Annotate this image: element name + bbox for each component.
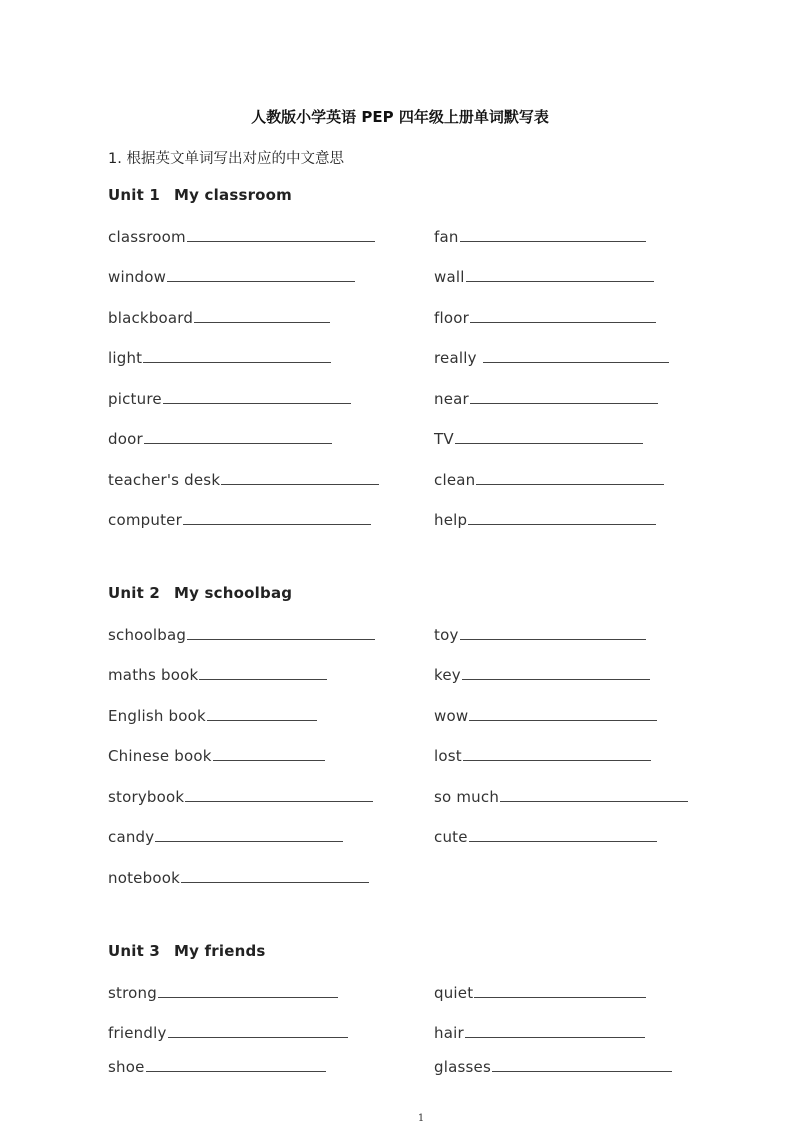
word-picture: picture — [108, 390, 162, 408]
answer-line[interactable] — [168, 1036, 348, 1038]
unit-1-label: Unit 1 — [108, 186, 161, 204]
word-teachers-desk: teacher's desk — [108, 471, 221, 489]
answer-line[interactable] — [187, 638, 375, 640]
vocab-item — [108, 390, 351, 408]
answer-line[interactable] — [455, 442, 643, 444]
unit-3-label: Unit 3 — [108, 942, 161, 960]
answer-line[interactable] — [483, 361, 669, 363]
word-so-much: so much — [434, 788, 500, 806]
vocab-item — [108, 309, 330, 327]
vocab-item — [434, 349, 669, 367]
word-help: help — [434, 511, 468, 529]
word-wall: wall — [434, 268, 465, 286]
word-tv: TV — [434, 430, 454, 448]
word-chinese-book: Chinese book — [108, 747, 212, 765]
vocab-item — [108, 471, 379, 489]
answer-line[interactable] — [158, 996, 338, 998]
word-computer: computer — [108, 511, 182, 529]
vocab-item — [108, 1058, 326, 1076]
vocab-item — [434, 228, 646, 246]
vocab-item — [434, 309, 656, 327]
vocab-item — [434, 268, 654, 286]
vocab-item — [434, 707, 657, 725]
answer-line[interactable] — [144, 442, 332, 444]
answer-line[interactable] — [185, 800, 373, 802]
vocab-item — [434, 511, 656, 529]
word-blackboard: blackboard — [108, 309, 194, 327]
answer-line[interactable] — [146, 1070, 326, 1072]
answer-line[interactable] — [460, 240, 646, 242]
word-english-book: English book — [108, 707, 206, 725]
page-number: 1 — [417, 1113, 425, 1124]
answer-line[interactable] — [194, 321, 330, 323]
answer-line[interactable] — [500, 800, 688, 802]
answer-line[interactable] — [469, 840, 657, 842]
word-window: window — [108, 268, 167, 286]
vocab-item — [434, 747, 651, 765]
word-lost: lost — [434, 747, 462, 765]
word-door: door — [108, 430, 143, 448]
vocab-item — [434, 666, 650, 684]
answer-line[interactable] — [470, 321, 656, 323]
answer-line[interactable] — [187, 240, 375, 242]
vocab-item — [108, 349, 331, 367]
word-glasses: glasses — [434, 1058, 491, 1076]
word-storybook: storybook — [108, 788, 185, 806]
answer-line[interactable] — [470, 402, 658, 404]
word-candy: candy — [108, 828, 155, 846]
vocab-item — [108, 626, 375, 644]
vocab-item — [434, 390, 658, 408]
vocab-item — [434, 626, 646, 644]
word-really: really — [434, 349, 477, 367]
word-floor: floor — [434, 309, 469, 327]
answer-line[interactable] — [460, 638, 646, 640]
word-maths-book: maths book — [108, 666, 199, 684]
answer-line[interactable] — [463, 759, 651, 761]
answer-line[interactable] — [155, 840, 343, 842]
unit-2-label: Unit 2 — [108, 584, 161, 602]
vocab-item — [434, 430, 643, 448]
unit-3-name: My friends — [174, 942, 266, 960]
vocab-item — [434, 1024, 645, 1042]
word-cute: cute — [434, 828, 468, 846]
vocab-item — [434, 471, 664, 489]
word-light: light — [108, 349, 143, 367]
word-shoe: shoe — [108, 1058, 145, 1076]
vocab-item — [108, 984, 338, 1002]
unit-2-heading — [108, 584, 292, 602]
word-friendly: friendly — [108, 1024, 167, 1042]
word-classroom: classroom — [108, 228, 186, 246]
answer-line[interactable] — [462, 678, 650, 680]
word-wow: wow — [434, 707, 469, 725]
vocab-item — [108, 430, 332, 448]
vocab-item — [434, 828, 657, 846]
answer-line[interactable] — [468, 523, 656, 525]
answer-line[interactable] — [476, 483, 664, 485]
vocab-item — [108, 268, 355, 286]
word-toy: toy — [434, 626, 459, 644]
unit-1-name: My classroom — [174, 186, 293, 204]
answer-line[interactable] — [465, 1036, 645, 1038]
word-quiet: quiet — [434, 984, 474, 1002]
answer-line[interactable] — [221, 483, 379, 485]
vocab-item — [108, 869, 369, 887]
answer-line[interactable] — [181, 881, 369, 883]
vocab-item — [434, 1058, 672, 1076]
vocab-item — [108, 788, 373, 806]
word-schoolbag: schoolbag — [108, 626, 187, 644]
word-near: near — [434, 390, 469, 408]
page-title: 人教版小学英语 PEP 四年级上册单词默写表 — [251, 108, 549, 126]
vocab-item — [108, 747, 325, 765]
vocab-item — [108, 228, 375, 246]
word-clean: clean — [434, 471, 476, 489]
vocab-item — [108, 828, 343, 846]
vocab-item — [434, 788, 688, 806]
answer-line[interactable] — [167, 280, 355, 282]
answer-line[interactable] — [213, 759, 325, 761]
answer-line[interactable] — [183, 523, 371, 525]
vocab-item — [108, 511, 371, 529]
word-notebook: notebook — [108, 869, 180, 887]
word-strong: strong — [108, 984, 157, 1002]
word-fan: fan — [434, 228, 459, 246]
answer-line[interactable] — [466, 280, 654, 282]
answer-line[interactable] — [163, 402, 351, 404]
answer-line[interactable] — [207, 719, 317, 721]
word-hair: hair — [434, 1024, 464, 1042]
vocab-item — [108, 707, 317, 725]
instruction: 1. 根据英文单词写出对应的中文意思 — [108, 151, 344, 167]
answer-line[interactable] — [492, 1070, 672, 1072]
unit-2-name: My schoolbag — [174, 584, 293, 602]
vocab-item — [108, 666, 327, 684]
answer-line[interactable] — [199, 678, 327, 680]
answer-line[interactable] — [469, 719, 657, 721]
unit-1-heading — [108, 186, 292, 204]
unit-3-heading — [108, 942, 266, 960]
word-key: key — [434, 666, 461, 684]
answer-line[interactable] — [474, 996, 646, 998]
vocab-item — [434, 984, 646, 1002]
answer-line[interactable] — [143, 361, 331, 363]
vocab-item — [108, 1024, 348, 1042]
